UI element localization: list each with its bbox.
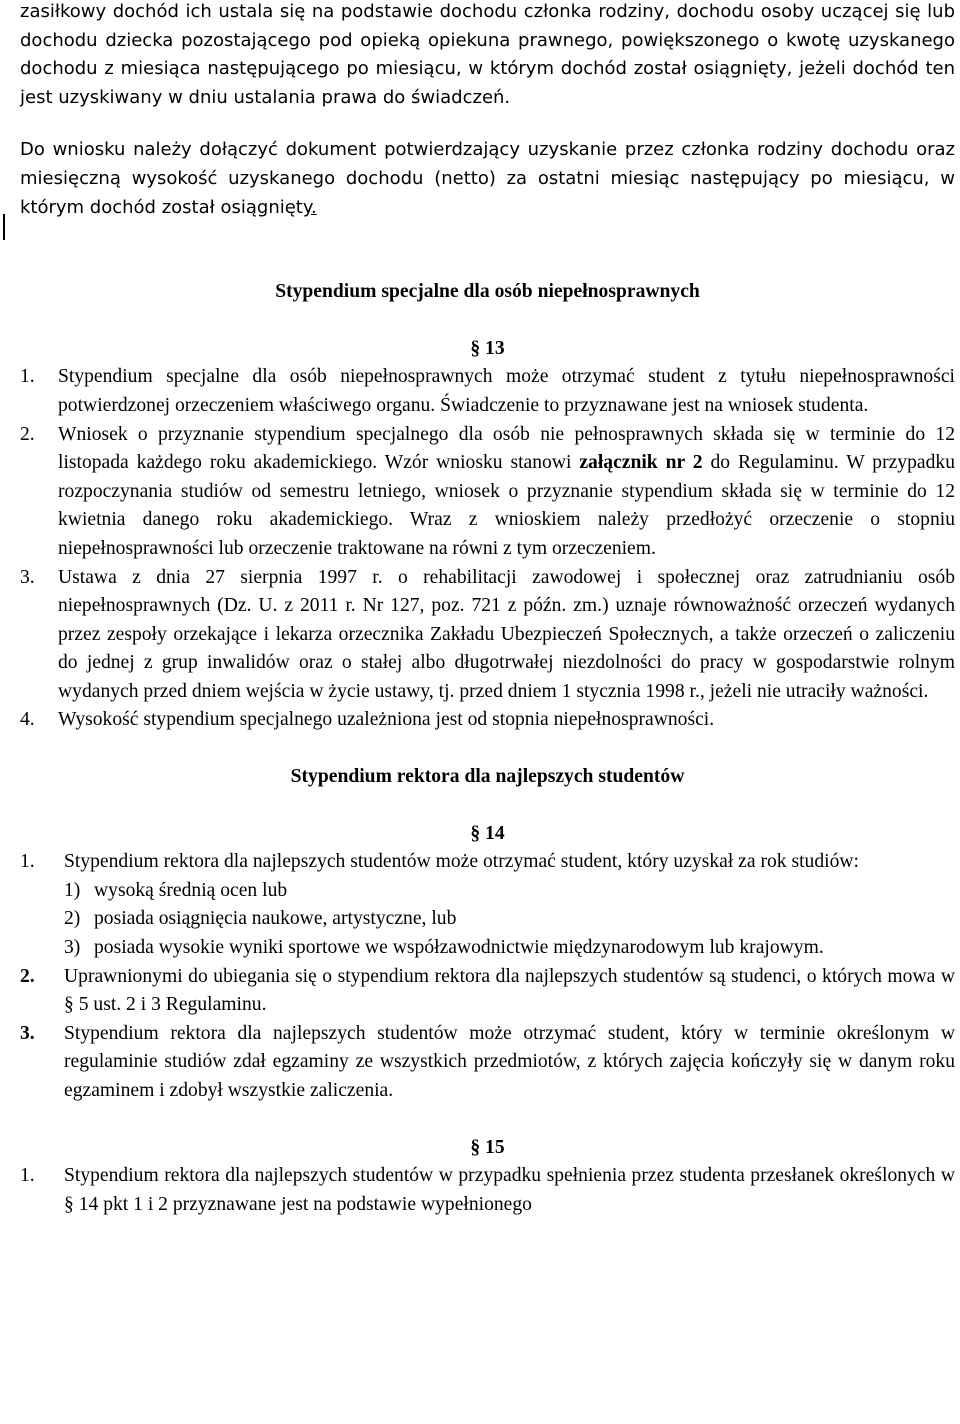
s14-item-1-number: 1. [20, 851, 35, 873]
s14-subitem-1-number: 1) [64, 879, 81, 901]
revision-change-bar [3, 214, 5, 240]
section-13-title [20, 335, 955, 364]
s14-item-1-text: Stypendium rektora dla najlepszych studentów może otrzymać student, który uzyskał za rok studiów: [64, 851, 859, 873]
s14-subitem-1 [20, 877, 955, 906]
s14-subitem-2-number: 2) [64, 908, 81, 930]
s14-item-3 [20, 1020, 955, 1106]
section-15-title [20, 1134, 955, 1163]
paragraph-attachment-text: Do wniosku należy dołączyć dokument potwierdzający uzyskanie przez członka rodziny dochodu oraz miesięczną wysokość uzyskanego dochodu (netto) za ostatni miesiąc następujący po miesiącu, w którym dochód został osiągnięty [20, 139, 955, 218]
s14-subitem-2-text: posiada osiągnięcia naukowe, artystyczne, lub [94, 908, 457, 930]
s14-item-1 [20, 848, 955, 877]
heading-special-scholarship: Stypendium specjalne dla osób niepełnosprawnych [275, 281, 700, 303]
section-sign-14: § [470, 822, 481, 844]
s13-item-1-text: Stypendium specjalne dla osób niepełnosprawnych może otrzymać student z tytułu niepełnosprawności potwierdzonej orzeczeniem właściwego organu. Świadczenie to przyznawane jest na wniosek studenta. [58, 366, 955, 416]
s15-item-1-text: Stypendium rektora dla najlepszych studentów w przypadku spełnienia przez studenta przesłanek określonych w § 14 pkt 1 i 2 przyznawane jest na podstawie wypełnionego [64, 1165, 955, 1215]
s14-subitem-3-text: posiada wysokie wyniki sportowe we współzawodnictwie międzynarodowym lub krajowym. [94, 937, 824, 959]
s13-item-3 [20, 564, 955, 707]
section-number-13: 13 [485, 337, 505, 359]
s14-item-3-number: 3. [20, 1022, 35, 1044]
paragraph-income: zasiłkowy dochód ich ustala się na podstawie dochodu członka rodziny, dochodu osoby uczącej się lub dochodu dziecka pozostającego pod opieką opiekuna prawnego, powiększonego o kwotę uzyskanego dochodu z miesiąca następującego po miesiącu, w którym dochód został osiągnięty, jeżeli dochód ten jest uzyskiwany w dniu ustalania prawa do świadczeń. [20, 1, 955, 108]
s14-subitem-3 [20, 934, 955, 963]
s15-item-1-number: 1. [20, 1165, 35, 1187]
s13-item-2-number: 2. [20, 423, 35, 445]
paragraph-attachment-end: . [310, 196, 317, 218]
s14-subitem-1-text: wysoką średnią ocen lub [94, 879, 288, 901]
s13-item-1-number: 1. [20, 366, 35, 388]
section-number-15: 15 [485, 1136, 505, 1158]
s13-item-4-number: 4. [20, 709, 35, 731]
s13-item-2-text-a: Wniosek o przyznanie stypendium specjalnego dla osób nie pełnosprawnych składa się w terminie do 12 listopada każdego roku akademickiego. Wzór wniosku stanowi [58, 423, 955, 474]
paragraph-attachment [20, 136, 955, 222]
s14-subitem-2 [20, 905, 955, 934]
s13-item-2-text-c: do Regulaminu. W przypadku rozpoczynania studiów od semestru letniego, wniosek o przyznanie stypendium składa się w terminie do 12 kwietnia danego roku akademickiego. Wraz z wnioskiem należy przedłożyć orzeczenie o stopniu niepełnosprawności lub orzeczenie traktowane na równi z tym orzeczeniem. [58, 452, 955, 559]
s14-item-3-text: Stypendium rektora dla najlepszych studentów może otrzymać student, który w terminie określonym w regulaminie studiów zdał egzaminy ze wszystkich przedmiotów, z których zajęcia kończyły się w danym roku egzaminem i zdobył wszystkie zaliczenia. [64, 1022, 955, 1101]
s13-item-3-text: Ustawa z dnia 27 sierpnia 1997 r. o rehabilitacji zawodowej i społecznej oraz zatrudnianiu osób niepełnosprawnych (Dz. U. z 2011 r. Nr 127, poz. 721 z późn. zm.) uznaje równoważność orzeczeń wydanych przez zespoły orzekające i lekarza orzecznika Zakładu Ubezpieczeń Społecznych, a także orzeczeń o zaliczeniu do jednej z grup inwalidów oraz o stałej albo długotrwałej niezdolności do pracy w gospodarstwie rolnym wydanych przed dniem wejścia w życie ustawy, tj. przed dniem 1 stycznia 1998 r., jeżeli nie utraciły ważności. [58, 566, 955, 702]
section-number-14: 14 [485, 822, 505, 844]
s13-item-2 [20, 421, 955, 564]
s14-item-2-text: Uprawnionymi do ubiegania się o stypendium rektora dla najlepszych studentów są studenci, o których mowa w § 5 ust. 2 i 3 Regulaminu. [64, 965, 955, 1016]
s13-item-4 [20, 706, 955, 735]
s15-item-1 [20, 1162, 955, 1219]
s14-subitem-3-number: 3) [64, 937, 81, 959]
s13-item-2-annex: załącznik nr 2 [579, 452, 703, 474]
s14-item-2 [20, 963, 955, 1020]
s14-item-2-number: 2. [20, 965, 35, 987]
s13-item-3-number: 3. [20, 566, 35, 588]
s13-item-1 [20, 363, 955, 420]
section-sign-13: § [470, 337, 481, 359]
document-page [20, 0, 955, 1219]
s13-item-4-text: Wysokość stypendium specjalnego uzależniona jest od stopnia niepełnosprawności. [58, 709, 715, 731]
section-14-title [20, 820, 955, 849]
section-sign-15: § [470, 1136, 481, 1158]
heading-rector-scholarship: Stypendium rektora dla najlepszych studentów [290, 766, 685, 788]
